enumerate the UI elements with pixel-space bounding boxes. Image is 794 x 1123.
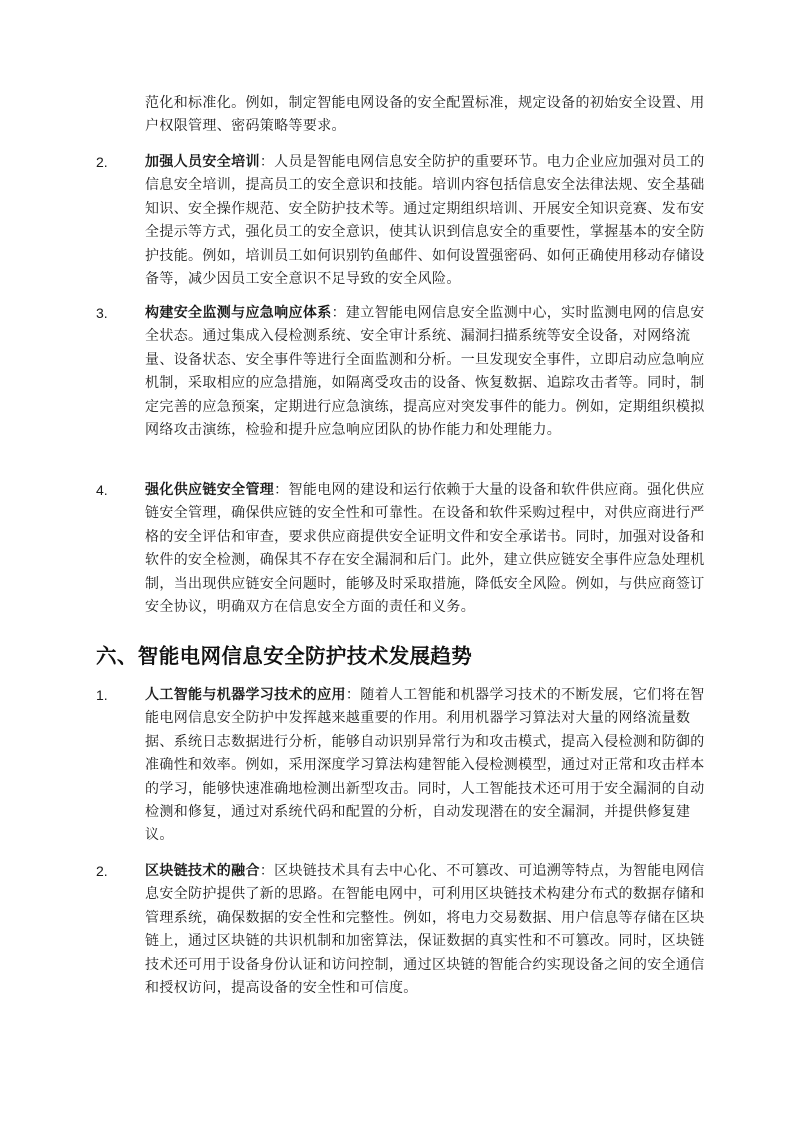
list-item-body: ：区块链技术具有去中心化、不可篡改、可追溯等特点，为智能电网信息安全防护提供了新的思路。在智能电网中，可利用区块链技术构建分布式的数据存储和管理系统，确保数据的安全性和完整性。例如，将电力交易数据、用户信息等存储在区块链上，通过区块链的共识机制和加密算法，保证数据的真实性和不可篡改。同时，区块链技术还可用于设备身份认证和访问控制，通过区块链的智能合约实现设备之间的安全通信和授权访问，提高设备的安全性和可信度。 bbox=[145, 863, 705, 997]
list-number: 4. bbox=[96, 482, 108, 498]
list-number: 1. bbox=[96, 687, 108, 703]
list-item-title: 人工智能与机器学习技术的应用 bbox=[145, 687, 346, 703]
list-item-text bbox=[145, 860, 705, 1000]
list-item-text bbox=[145, 479, 705, 619]
list-number: 3. bbox=[96, 305, 108, 321]
list-item-body: ：人员是智能电网信息安全防护的重要环节。电力企业应加强对员工的信息安全培训，提高员工的安全意识和技能。培训内容包括信息安全法律法规、安全基础知识、安全操作规范、安全防护技术等。通过定期组织培训、开展安全知识竞赛、发布安全提示等方式，强化员工的安全意识，使其认识到信息安全的重要性，掌握基本的安全防护技能。例如，培训员工如何识别钓鱼邮件、如何设置强密码、如何正确使用移动存储设备等，减少因员工安全意识不足导致的安全风险。 bbox=[145, 154, 705, 288]
list-item-title: 构建安全监测与应急响应体系 bbox=[145, 305, 332, 321]
list-item-body: ：智能电网的建设和运行依赖于大量的设备和软件供应商。强化供应链安全管理，确保供应链的安全性和可靠性。在设备和软件采购过程中，对供应商进行严格的安全评估和审查，要求供应商提供安全证明文件和安全承诺书。同时，加强对设备和软件的安全检测，确保其不存在安全漏洞和后门。此外，建立供应链安全事件应急处理机制，当出现供应链安全问题时，能够及时采取措施，降低安全风险。例如，与供应商签订安全协议，明确双方在信息安全方面的责任和义务。 bbox=[145, 482, 705, 616]
list-item-text bbox=[145, 151, 705, 291]
list-item-title: 区块链技术的融合 bbox=[145, 863, 260, 879]
list-number: 2. bbox=[96, 154, 108, 170]
list-number: 2. bbox=[96, 863, 108, 879]
list-item-body: ：建立智能电网信息安全监测中心，实时监测电网的信息安全状态。通过集成入侵检测系统、安全审计系统、漏洞扫描系统等安全设备，对网络流量、设备状态、安全事件等进行全面监测和分析。一旦发现安全事件，立即启动应急响应机制，采取相应的应急措施，如隔离受攻击的设备、恢复数据、追踪攻击者等。同时，制定完善的应急预案，定期进行应急演练，提高应对突发事件的能力。例如，定期组织模拟网络攻击演练，检验和提升应急响应团队的协作能力和处理能力。 bbox=[145, 305, 705, 439]
list-item-text bbox=[145, 684, 705, 848]
list-item-title: 强化供应链安全管理 bbox=[145, 482, 275, 498]
list-item-title: 加强人员安全培训 bbox=[145, 154, 260, 170]
list-item-body: ：随着人工智能和机器学习技术的不断发展，它们将在智能电网信息安全防护中发挥越来越重要的作用。利用机器学习算法对大量的网络流量数据、系统日志数据进行分析，能够自动识别异常行为和攻击模式，提高入侵检测和防御的准确性和效率。例如，采用深度学习算法构建智能入侵检测模型，通过对正常和攻击样本的学习，能够快速准确地检测出新型攻击。同时，人工智能技术还可用于安全漏洞的自动检测和修复，通过对系统代码和配置的分析，自动发现潜在的安全漏洞，并提供修复建议。 bbox=[145, 687, 705, 844]
section-heading: 六、智能电网信息安全防护技术发展趋势 bbox=[96, 644, 473, 668]
continuation-paragraph: 范化和标准化。例如，制定智能电网设备的安全配置标准，规定设备的初始安全设置、用户权限管理、密码策略等要求。 bbox=[145, 95, 705, 135]
list-item-text bbox=[145, 302, 705, 442]
